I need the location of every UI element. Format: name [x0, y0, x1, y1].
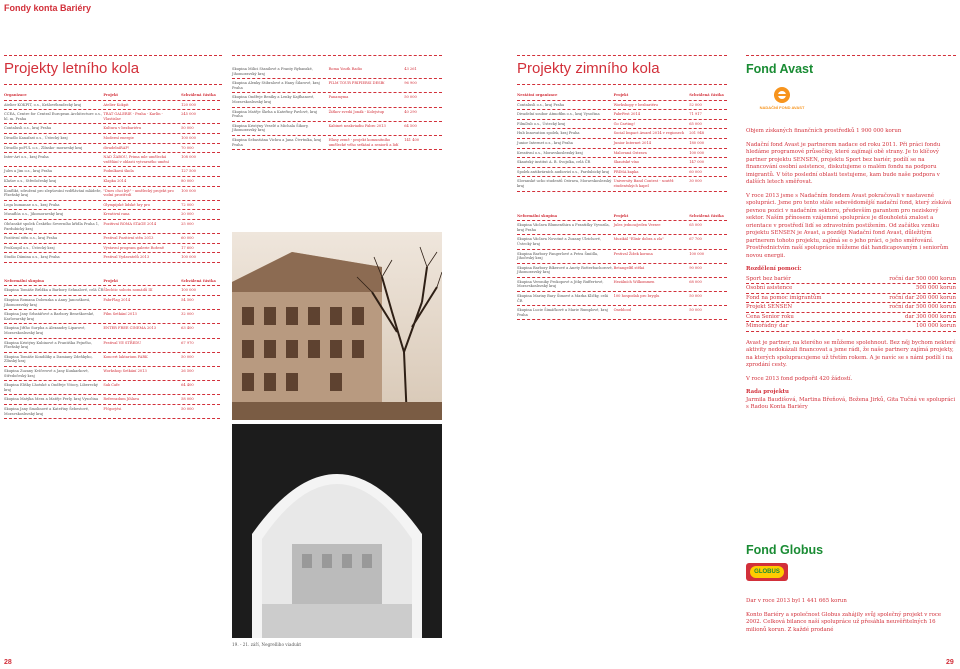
table-row	[4, 167, 220, 177]
table-row	[517, 177, 727, 191]
table-cell-amount: 245 000	[181, 112, 196, 117]
table-row	[4, 244, 220, 254]
table-cell-project: Sak Cafe	[103, 383, 120, 388]
section-rule	[4, 84, 222, 85]
table-cell-project: ENTER FREE CINEMA 2013	[103, 326, 157, 331]
section-rule	[517, 84, 727, 85]
table-cell-project: Klapka 2014	[103, 178, 127, 183]
building-photo	[232, 232, 442, 420]
table-row	[232, 136, 442, 150]
table-cell-amount: 52 000	[689, 102, 702, 107]
avast-total: Objem získaných finančních prostředků 1 900 000 korun	[746, 128, 902, 134]
table-cell-amount: 30 000	[689, 179, 702, 184]
table-cell-organization: Skupina Milici Stanilové a Franty Rybanské, Jihomoravský kraj	[232, 67, 313, 76]
section-rule	[4, 55, 222, 56]
table-row	[4, 144, 220, 154]
table-row	[4, 201, 220, 211]
table-row	[4, 405, 220, 419]
table-cell-project: Roma Youth Radio	[328, 67, 363, 71]
table-cell-organization: ProKoupil o.s., Ústecký kraj	[4, 245, 55, 250]
table-header: Neformální skupina Projekt Schválená částka	[4, 277, 220, 287]
table-header: Nestátní organizace Projekt Schválená částka	[517, 91, 727, 101]
building-photo-graphic	[232, 232, 442, 420]
table-cell-project: PRIMA kapka	[613, 169, 639, 174]
table-cell-organization: CCEA, Centre for Central European Architecture o.s., hl. m. Praha	[4, 112, 103, 121]
winter-title: Projekty zimního kola	[517, 60, 660, 77]
table-cell-organization: Skupina Matýka Mera a Matěje Perly, kraj Vysočina	[4, 397, 99, 402]
table-cell-amount: 127 500	[181, 169, 196, 174]
table-cell-amount: 100 000	[181, 135, 196, 140]
donation-row	[746, 322, 956, 332]
donation-row	[746, 313, 956, 323]
table-cell-amount: 26 500	[181, 369, 194, 373]
table-cell-organization: Skupina Kristýny Veselé a Michala Šikory, Jihomoravský kraj	[232, 123, 309, 133]
table-cell-amount: 60 000	[689, 169, 702, 174]
page-number-left: 28	[4, 659, 12, 666]
table-row	[4, 395, 220, 405]
table-cell-organization: Slovanské ucho studentů Ostrava, Moravskoslezský kraj	[517, 179, 612, 188]
table-row	[4, 110, 220, 124]
table-cell-amount: 50 000	[181, 406, 194, 411]
table-header: Organizace Projekt Schválená částka	[4, 91, 220, 101]
globus-body	[746, 598, 956, 640]
table-cell-organization: Skupina Matěje Škrha a Kateřiny Pavlové, kraj Praha	[232, 109, 318, 119]
table-cell-amount: 50 000	[689, 308, 702, 313]
table-cell-amount: 100 000	[689, 150, 705, 155]
table-cell-organization: Kreativní o.s., Moravskoslezský kraj	[517, 150, 583, 155]
table-row	[4, 220, 220, 234]
table-cell-project: Žižkov zvedá Jonák - Kolejstup	[328, 109, 385, 114]
donation-amount: 100 000 korun	[915, 323, 956, 329]
table-cell-amount: 67 970	[181, 340, 194, 345]
table-cell-project: Social Impact Award 2014 v regionech	[613, 131, 685, 136]
table-cell-amount: 100 000	[181, 288, 196, 293]
avast-logo-text: NADAČNÍ FOND AVAST	[759, 105, 805, 110]
table-row	[517, 110, 727, 120]
table-cell-project: Šlechtic sobotu nomádů III	[103, 288, 153, 293]
table-row	[517, 264, 727, 278]
section-rule	[517, 55, 727, 56]
table-row	[4, 177, 220, 187]
table-cell-project: Oneblood	[613, 308, 632, 313]
table-row	[232, 65, 442, 79]
table-cell-project: Kultura v bezbariéru	[103, 126, 142, 131]
table-cell-organization: Musaflóa o.s., Jihomoravský kraj	[4, 212, 64, 217]
table-cell-amount: 147 000	[689, 160, 705, 165]
table-cell-amount: 180 000	[689, 140, 705, 145]
table-cell-project: Jules jednou/jeden Verzee	[613, 223, 661, 228]
table-row	[517, 306, 727, 320]
table-cell-project: PNgorjési	[103, 406, 122, 411]
table-cell-project: FILM TOUR PRIPIERSI DESBí	[328, 81, 385, 86]
donation-amount: roční dar 200 000 korun	[889, 294, 956, 301]
table-row	[232, 93, 442, 107]
table-cell-organization: Jules a Jim o.s., kraj Praha	[4, 169, 52, 174]
table-cell-amount: 63 400	[181, 326, 194, 331]
table-cell-amount: 43 261	[404, 67, 417, 71]
table-cell-amount: 64 500	[404, 123, 417, 128]
table-cell-project: Festival Pozitivní stěn 2013	[103, 236, 154, 241]
table-cell-amount: 50 000	[404, 95, 417, 100]
photo-caption: 19. - 21. září, Negrelliho viadukt	[232, 642, 302, 647]
avast-paragraph-4: V roce 2013 fond podpořil 420 žádostí.	[746, 375, 853, 382]
table-cell-project: Film Setkání 2013	[103, 312, 137, 317]
table-cell-amount: 25 000	[181, 221, 194, 226]
summer-table	[4, 91, 220, 419]
table-cell-amount: 50 000	[181, 126, 194, 131]
table-cell-organization: Skautský institut A. B. Svojsíka, celá ČR	[517, 160, 591, 165]
table-cell-amount: 65 000	[689, 121, 702, 126]
table-row	[517, 168, 727, 178]
table-cell-amount: 100 000	[689, 251, 705, 256]
table-row	[4, 381, 220, 395]
viaduct-photo	[232, 424, 442, 638]
table-cell-project: Festival Žižek koruna	[613, 251, 653, 256]
table-row	[517, 158, 727, 168]
table-cell-amount: 65 000	[689, 223, 702, 228]
table-cell-amount: 70 000	[181, 145, 194, 150]
table-cell-project: Skautské víno	[613, 160, 640, 165]
table-cell-project: divadelníRAP!	[103, 145, 130, 150]
table-cell-amount: 67 700	[689, 237, 702, 242]
table-cell-project: FabrFest 2014	[613, 112, 641, 117]
donation-label: Cena Senior roku	[746, 313, 794, 320]
table-cell-project: FabrFlag 2014	[103, 298, 131, 303]
table-cell-project: Pozitivní ROMA STAGE 2014	[103, 221, 157, 226]
table-cell-amount: 71 917	[689, 112, 702, 117]
donation-row	[746, 294, 956, 304]
table-row	[4, 310, 220, 324]
table-cell-organization: Konflikt, sdružení pro zlepšování vzdělávání mládeže, Plzeňský kraj	[4, 188, 102, 198]
table-row	[517, 149, 727, 159]
globus-year: Dar v roce 2013 byl 1 441 665 korun	[746, 598, 847, 604]
table-row	[4, 134, 220, 144]
globus-logo	[746, 563, 788, 581]
table-cell-organization: FilmDub o.s., Ústecký kraj	[517, 121, 566, 126]
avast-body	[746, 128, 956, 418]
table-row	[4, 124, 220, 134]
table-cell-project: Betangelfil stěká	[613, 265, 645, 270]
table-cell-organization: Divadelní soubor Atmofilm o.s., kraj Vysočina	[517, 112, 600, 117]
table-cell-organization: Skupina Tomáše Brůžka a Barbory Sehnalové, celá ČR	[4, 288, 104, 293]
table-row	[4, 367, 220, 381]
table-cell-organization: Občanské spolek Českého Severního křídla Praha 1, Pardubický kraj	[4, 221, 100, 231]
donation-amount: roční dar 500 000 korun	[889, 304, 956, 310]
table-cell-project: University Band Contest - soutěž studentských kapel	[613, 179, 674, 188]
table-cell-project: Kabinet neakviadiu Fabro 2013	[328, 123, 386, 128]
table-cell-project: Festival VE STŘEDU	[103, 340, 142, 345]
donation-row	[746, 275, 956, 285]
table-cell-amount: 40 290	[404, 109, 417, 114]
table-cell-organization: Skupina Barbory Fangerlové a Petra Šmídla, Jihočeský kraj	[517, 251, 599, 261]
table-row	[4, 286, 220, 296]
table-cell-organization: Junior Internet o.s., kraj Praha	[517, 140, 573, 145]
table-cell-amount: 108 000	[181, 155, 196, 160]
table-cell-project: Kreativní rana	[103, 212, 130, 217]
table-cell-project: Junior Internet 2014	[613, 140, 652, 145]
table-cell-organization: Inter-Art o.s., kraj Praha	[4, 155, 49, 160]
table-row	[4, 101, 220, 111]
table-cell-amount: 141 400	[404, 137, 420, 142]
table-cell-organization: Skupina Kristýny Kubinové a Františka Fejného, Plzeňský kraj	[4, 340, 92, 350]
table-cell-organization: Studio Dámina o.s., kraj Praha	[4, 255, 60, 260]
table-cell-amount: 96 900	[404, 81, 417, 86]
donation-amount: 500 000 korun	[915, 285, 956, 291]
table-cell-project: Atelier Kokpit	[103, 102, 129, 107]
avast-paragraph-2: V roce 2013 jsme s Nadačním fondem Avast pokračovali v nastavené spolupráci. Jsme pro tento stále sebevědomější nadační fond, který získává pevnou pozici v nadačním sektoru, především garantem pro neziskový sektor. Naším přínosem vzájemné spolupráce je dlouholetá znalost a orientace v prostředí lidí se zdravotním postižením. Od začátku vzniku projektu SENSEN je Avast, a později Nadační fond Avast, důležitým partnerem tohoto projektu, zajímá se o jeho práci, o jeho směřování. Prostřednictvím naší spolupráce můžeme dát handicapovaným i seniorům novou energii.	[746, 192, 952, 259]
table-row	[232, 122, 442, 136]
table-row	[517, 250, 727, 264]
donation-label: Fond na pomoc imigrantům	[746, 294, 822, 301]
donation-label: Sport bez bariér	[746, 275, 791, 282]
table-cell-amount: 50 000	[689, 294, 702, 299]
table-row	[232, 108, 442, 122]
table-row	[4, 324, 220, 338]
table-cell-project: Malovaná Ostrava	[613, 150, 647, 155]
table-cell-organization: Skupina Zuzany Kvíčerové a Jany Kunkarkové, Středočeský kraj	[4, 369, 89, 378]
donation-label: Osobní asistence	[746, 285, 793, 291]
avast-logo	[752, 84, 812, 114]
table-cell-organization: Skupina Elišky Lhotské a Ondřeje Vitocy, Liberecký kraj	[4, 383, 98, 392]
table-cell-project: Panamyma	[328, 95, 349, 100]
table-cell-project: Festival Vydavatelů 2013	[103, 255, 150, 260]
table-row	[4, 210, 220, 220]
table-cell-project: TRAT GALERIE - Praha - Karlín - Vlastislav	[103, 112, 163, 121]
table-row	[517, 139, 727, 149]
winter-table	[517, 91, 727, 320]
table-cell-amount: 201 948	[689, 131, 705, 136]
table-cell-organization: Skupina Veroniky Prokopové a Jitky Ruffertové, Moravskoslezský kraj	[517, 279, 604, 289]
table-row	[517, 101, 727, 111]
table-cell-amount: 68 000	[689, 279, 702, 284]
table-cell-project: 100 hospodah pro bryglu	[613, 294, 660, 299]
table-row	[4, 234, 220, 244]
middle-table	[232, 65, 442, 150]
avast-paragraph-3: Avast je partner, na kterého se můžeme spolehnout. Bez něj bychom nekteré aktivity nedokázali financovat a jsme rádi, že naše partnery zajímá projekty, na kterých spolupracujeme už třetím rokem. A je navíc se s námi podílí i na zprodání cesty.	[746, 339, 956, 368]
donation-amount: roční dar 500 000 korun	[889, 275, 956, 282]
section-rule	[232, 55, 442, 56]
table-cell-amount: 64 400	[181, 383, 194, 388]
table-cell-amount: 120 000	[181, 102, 196, 107]
council-title: Rada projektu	[746, 389, 789, 395]
table-cell-organization: Skupina Sebastiána Vichra a Jana Čtvrtníka, kraj Praha	[232, 137, 322, 147]
table-cell-project: Go Carting!	[613, 121, 636, 126]
table-cell-organization: Skupina Jany Smolinové a Kateřiny Šebestové, Moravskoslezský kraj	[4, 406, 89, 416]
table-row	[4, 339, 220, 353]
table-cell-project: "Dnes chci být" - umělecký projekt pro vodní prostředí	[103, 188, 174, 198]
avast-title: Fond Avast	[746, 62, 814, 76]
table-cell-organization: Divadlo Kanafast o.s., Ústecký kraj	[4, 135, 68, 140]
table-cell-organization: Klašov o.s., Středočeský kraj	[4, 178, 57, 183]
table-cell-organization: Hub Innovation spolek, kraj Praha	[517, 131, 580, 136]
table-cell-amount: 100 000	[181, 255, 196, 260]
summer-title: Projekty letního kola	[4, 60, 140, 77]
donation-row	[746, 284, 956, 294]
table-row	[517, 221, 727, 235]
table-cell-organization: Skupina Alenky Stibralové a Hany Šilarové, kraj Praha	[232, 81, 320, 90]
table-cell-project: Koncert laktarium PARK	[103, 354, 148, 359]
table-cell-organization: Skupina Václava Blumenthira a Františky Vyvozila, kraj Praha	[517, 223, 610, 232]
council-members: Jarmila Baudišová, Martina Břeňová, Božena Jirků, Gita Tučná ve spolupráci s Radou Konta Bariéry	[746, 396, 956, 410]
avast-paragraph-1: Nadační fond Avast je partnerem nadace od roku 2011. Při práci fondu hledáme programové průsečíky, které zajímají obě strany. Je to klíčový partner projektu SENSEN, projektu Sport bez bariér, podílí se na financování osobní asistence, diskutujeme o malém fondu na podporu imigrantů. V této poslední oblasti testujeme, kam bude naše podpora v dalších letech směřovat.	[746, 141, 941, 185]
table-cell-project: Hezálních Wilkommen	[613, 279, 655, 284]
table-cell-amount: 50 000	[181, 354, 194, 359]
table-cell-project: Výstavní program galerie Roženě	[103, 245, 164, 250]
table-cell-amount: 100 000	[181, 188, 196, 193]
table-cell-organization: Skupina Václava Novotné a Zuzany Ulrichové, Ústecký kraj	[517, 237, 602, 246]
globus-paragraph-1: Konto Bariéry a společnost Globus zahájily svůj společný projekt v roce 2002. Celková bilance naší spolupráce už přesáhla neuvěřitelných 16 milionů korun. Z každé prodané	[746, 611, 942, 633]
table-cell-organization: Contalusli o.s., kraj Praha	[4, 126, 52, 131]
table-header: Neformální skupina Projekt Schválená částka	[517, 212, 727, 222]
table-cell-project: Podmlkavá škola	[103, 169, 134, 174]
table-cell-project: NAD ŽABOU, Prima mle umělecká vzdělání v oblasti vytvarného umění	[103, 155, 169, 164]
table-cell-amount: 32 000	[181, 312, 194, 317]
globus-title: Fond Globus	[746, 543, 824, 557]
table-cell-organization: Pozitivní stěn o.s., kraj Praha	[4, 236, 58, 241]
table-row	[517, 278, 727, 292]
section-rule	[746, 55, 956, 56]
globus-logo-text: GLOBUS	[750, 566, 784, 578]
page-header-title: Fondy konta Bariéry	[4, 3, 92, 13]
table-row	[4, 353, 220, 367]
table-cell-organization: Spolek antikvárních audiovizí o.s., Pardubický kraj	[517, 169, 610, 174]
table-cell-project: Workshop Setkání 2013	[103, 369, 147, 373]
table-row	[517, 292, 727, 306]
table-cell-organization: Lega humanae o.s., kraj Praha	[4, 202, 60, 207]
table-cell-organization: Skupina Lucie Šimáčkové a Marie Rumplové, kraj Praha	[517, 308, 608, 317]
table-cell-amount: 58 000	[181, 397, 194, 402]
table-row	[4, 296, 220, 310]
table-cell-organization: Skupina Ondřeje Beníky a Lenky Kajfhanové, Moravskoslezský kraj	[232, 95, 315, 104]
table-cell-project: Workshopy v bezbariéru	[613, 102, 658, 107]
donation-label: Projekt SENSEN	[746, 304, 793, 310]
table-cell-project: Moderní energie	[103, 135, 134, 140]
table-row	[4, 187, 220, 201]
table-cell-organization: Divadlo poPUL o.s., Zlínsko- moravský kraj	[4, 145, 83, 150]
table-cell-project: Hlasy země - projekt komunitního umělecké vého setkání a seniorů a lidí	[328, 137, 399, 147]
table-row	[4, 253, 220, 263]
donation-label: Mimořádný dar	[746, 323, 789, 329]
table-cell-project: Refrenzdum Jihlava	[103, 397, 140, 402]
table-cell-amount: 54 500	[181, 298, 194, 303]
table-row	[517, 129, 727, 139]
table-cell-amount: 20 000	[181, 212, 194, 217]
table-cell-amount: 80 000	[181, 178, 194, 183]
viaduct-photo-graphic	[232, 424, 442, 638]
table-cell-amount: 60 000	[181, 236, 194, 241]
table-row	[232, 79, 442, 93]
table-cell-organization: Skupina Mariny Bary Šimové a Marka Kličky, celá ČR	[517, 294, 609, 303]
table-cell-organization: Atelier KOKPIT, o.s., Královéhradecký kraj	[4, 102, 82, 107]
table-cell-amount: 72 000	[181, 202, 194, 207]
table-cell-amount: 17 600	[181, 245, 194, 250]
page-number-right: 29	[946, 659, 954, 666]
table-cell-organization: Contalusli o.s., kraj Praha	[517, 102, 565, 107]
donations-list	[746, 275, 956, 332]
table-cell-organization: Skupina Tomáše Kondiliky a Damiany Zdeňkyho, Zlínský kraj	[4, 354, 93, 364]
table-cell-amount: 90 000	[689, 265, 702, 270]
table-cell-organization: Skupina Romana Dobruzka a Anny Janoušková, Jihomoravský kraj	[4, 298, 91, 307]
donation-row	[746, 303, 956, 313]
donation-amount: dar 300 000 korun	[905, 313, 956, 320]
table-cell-organization: Skupina Jany Srbatářové a Barbory Beneškovské, Karlovarský kraj	[4, 312, 95, 321]
donations-title: Rozdělení pomoci:	[746, 266, 802, 272]
table-cell-organization: Skupina Jiřího Surpha a Alexandry Liparové, Moravskoslezský kraj	[4, 326, 86, 336]
table-row	[517, 235, 727, 249]
table-row	[517, 120, 727, 130]
table-cell-project: Olympijské lidské hry pro	[103, 202, 151, 207]
table-row	[4, 153, 220, 167]
table-cell-project: Muzikál "Elixír dobra a zla"	[613, 237, 664, 242]
table-cell-organization: Skupina Barbory Bíkerové a Anety Rotterbachorové, Jihomoravský kraj	[517, 265, 613, 275]
